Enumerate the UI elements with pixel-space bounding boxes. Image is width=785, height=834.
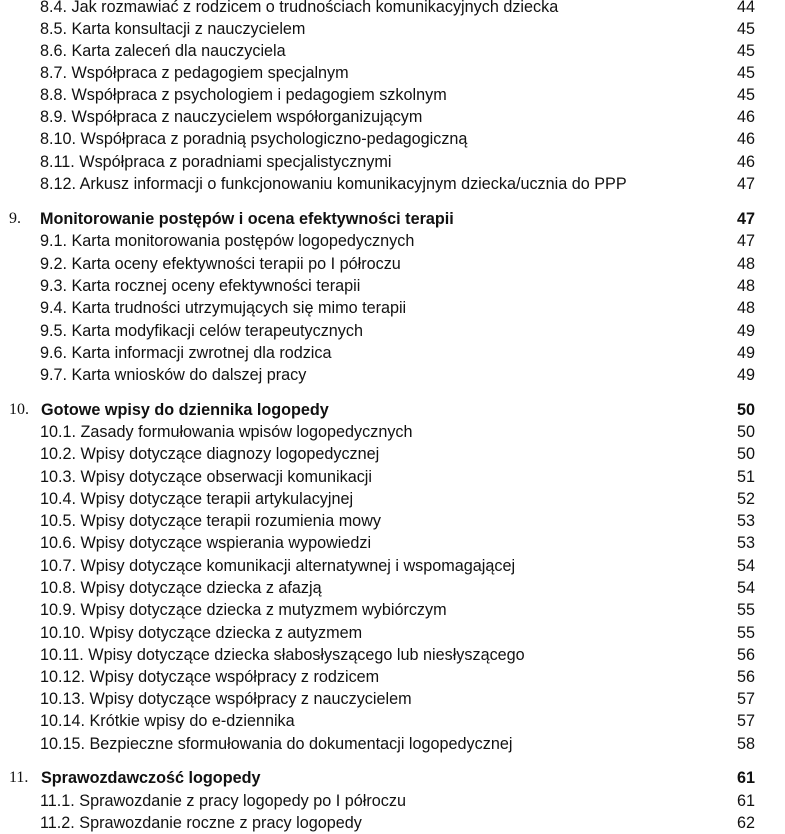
toc-subsection-entry	[0, 151, 785, 173]
subsection-title: 10.7. Wpisy dotyczące komunikacji alternatywnej i wspomagającej	[40, 557, 516, 575]
toc-subsection-entry	[0, 577, 785, 599]
page-number: 45	[736, 86, 755, 104]
toc-subsection-entry	[0, 40, 785, 62]
subsection-title: 10.13. Wpisy dotyczące współpracy z nauczycielem	[40, 690, 412, 708]
subsection-title: 11.1. Sprawozdanie z pracy logopedy po I półroczu	[40, 792, 406, 810]
subsection-title: 11.2. Sprawozdanie roczne z pracy logopedy	[40, 814, 362, 832]
subsection-title: 9.5. Karta modyfikacji celów terapeutycznych	[40, 322, 363, 340]
subsection-title: 8.9. Współpraca z nauczycielem współorganizującym	[40, 108, 423, 126]
page-number: 46	[736, 153, 755, 171]
page-number: 56	[736, 668, 755, 686]
page-number: 57	[736, 712, 755, 730]
toc-chapter-entry	[0, 399, 785, 421]
subsection-title: 10.9. Wpisy dotyczące dziecka z mutyzmem wybiórczym	[40, 601, 447, 619]
toc-subsection-entry	[0, 364, 785, 386]
subsection-title: 8.5. Karta konsultacji z nauczycielem	[40, 20, 306, 38]
page-number: 48	[736, 255, 755, 273]
subsection-title: 10.5. Wpisy dotyczące terapii rozumienia mowy	[40, 512, 381, 530]
toc-subsection-entry	[0, 0, 785, 18]
subsection-title: 8.10. Współpraca z poradnią psychologiczno-pedagogiczną	[40, 130, 468, 148]
page-number: 58	[736, 735, 755, 753]
subsection-title: 8.8. Współpraca z psychologiem i pedagogiem szkolnym	[40, 86, 447, 104]
subsection-title: 10.10. Wpisy dotyczące dziecka z autyzmem	[40, 624, 363, 642]
chapter-number: 11.	[9, 769, 29, 786]
page-number: 57	[736, 690, 755, 708]
subsection-title: 10.4. Wpisy dotyczące terapii artykulacyjnej	[40, 490, 354, 508]
page-number: 44	[736, 0, 755, 16]
subsection-title: 10.11. Wpisy dotyczące dziecka słabosłyszącego lub niesłyszącego	[40, 646, 525, 664]
toc-subsection-entry	[0, 666, 785, 688]
toc-subsection-entry	[0, 275, 785, 297]
page-number: 50	[736, 401, 755, 419]
toc-subsection-entry	[0, 688, 785, 710]
toc-subsection-entry	[0, 790, 785, 812]
page-number: 50	[736, 423, 755, 441]
toc-subsection-entry	[0, 555, 785, 577]
page-number: 52	[736, 490, 755, 508]
page-number: 46	[736, 108, 755, 126]
toc-subsection-entry	[0, 644, 785, 666]
toc-subsection-entry	[0, 230, 785, 252]
subsection-title: 10.14. Krótkie wpisy do e-dziennika	[40, 712, 295, 730]
subsection-title: 8.12. Arkusz informacji o funkcjonowaniu komunikacyjnym dziecka/ucznia do PPP	[40, 175, 627, 193]
subsection-title: 8.11. Współpraca z poradniami specjalistycznymi	[40, 153, 392, 171]
page-number: 55	[736, 601, 755, 619]
toc-subsection-entry	[0, 421, 785, 443]
page-number: 45	[736, 42, 755, 60]
subsection-title: 8.6. Karta zaleceń dla nauczyciela	[40, 42, 286, 60]
page-number: 61	[736, 792, 755, 810]
chapter-title: Gotowe wpisy do dziennika logopedy	[41, 401, 329, 419]
toc-subsection-entry	[0, 253, 785, 275]
chapter-number: 10.	[9, 401, 29, 418]
subsection-title: 9.3. Karta rocznej oceny efektywności terapii	[40, 277, 361, 295]
page-number: 49	[736, 344, 755, 362]
subsection-title: 8.4. Jak rozmawiać z rodzicem o trudnościach komunikacyjnych dziecka	[40, 0, 559, 16]
toc-subsection-entry	[0, 342, 785, 364]
toc-subsection-entry	[0, 622, 785, 644]
toc-subsection-entry	[0, 320, 785, 342]
toc-subsection-entry	[0, 466, 785, 488]
chapter-number: 9.	[9, 210, 21, 227]
subsection-title: 9.1. Karta monitorowania postępów logopedycznych	[40, 232, 415, 250]
subsection-title: 10.8. Wpisy dotyczące dziecka z afazją	[40, 579, 322, 597]
page-number: 54	[736, 557, 755, 575]
page-number: 53	[736, 534, 755, 552]
toc-chapter-entry	[0, 208, 785, 230]
toc-chapter-entry	[0, 767, 785, 789]
page-number: 48	[736, 299, 755, 317]
subsection-title: 10.12. Wpisy dotyczące współpracy z rodzicem	[40, 668, 380, 686]
toc-subsection-entry	[0, 812, 785, 834]
toc-subsection-entry	[0, 443, 785, 465]
toc-subsection-entry	[0, 62, 785, 84]
subsection-title: 9.7. Karta wniosków do dalszej pracy	[40, 366, 307, 384]
page-number: 55	[736, 624, 755, 642]
subsection-title: 10.6. Wpisy dotyczące wspierania wypowiedzi	[40, 534, 372, 552]
page-number: 45	[736, 20, 755, 38]
page-number: 47	[736, 232, 755, 250]
toc-subsection-entry	[0, 510, 785, 532]
page-number: 54	[736, 579, 755, 597]
subsection-title: 9.6. Karta informacji zwrotnej dla rodzica	[40, 344, 332, 362]
subsection-title: 10.3. Wpisy dotyczące obserwacji komunikacji	[40, 468, 372, 486]
toc-subsection-entry	[0, 710, 785, 732]
toc-subsection-entry	[0, 18, 785, 40]
page-number: 45	[736, 64, 755, 82]
subsection-title: 10.2. Wpisy dotyczące diagnozy logopedycznej	[40, 445, 380, 463]
subsection-title: 8.7. Współpraca z pedagogiem specjalnym	[40, 64, 349, 82]
page-number: 53	[736, 512, 755, 530]
toc-subsection-entry	[0, 128, 785, 150]
page-number: 46	[736, 130, 755, 148]
page-number: 62	[736, 814, 755, 832]
page-number: 51	[736, 468, 755, 486]
toc-subsection-entry	[0, 106, 785, 128]
chapter-title: Sprawozdawczość logopedy	[41, 769, 261, 787]
page-number: 47	[736, 210, 755, 228]
page-number: 56	[736, 646, 755, 664]
page-number: 49	[736, 366, 755, 384]
page-number: 48	[736, 277, 755, 295]
subsection-title: 9.2. Karta oceny efektywności terapii po I półroczu	[40, 255, 401, 273]
toc-subsection-entry	[0, 733, 785, 755]
subsection-title: 9.4. Karta trudności utrzymujących się mimo terapii	[40, 299, 407, 317]
subsection-title: 10.15. Bezpieczne sformułowania do dokumentacji logopedycznej	[40, 735, 513, 753]
page-number: 47	[736, 175, 755, 193]
toc-subsection-entry	[0, 84, 785, 106]
toc-subsection-entry	[0, 488, 785, 510]
toc-subsection-entry	[0, 297, 785, 319]
page-number: 49	[736, 322, 755, 340]
subsection-title: 10.1. Zasady formułowania wpisów logopedycznych	[40, 423, 413, 441]
chapter-title: Monitorowanie postępów i ocena efektywności terapii	[40, 210, 454, 228]
page-number: 61	[736, 769, 755, 787]
toc-subsection-entry	[0, 599, 785, 621]
toc-subsection-entry	[0, 532, 785, 554]
page-number: 50	[736, 445, 755, 463]
toc-subsection-entry	[0, 173, 785, 195]
